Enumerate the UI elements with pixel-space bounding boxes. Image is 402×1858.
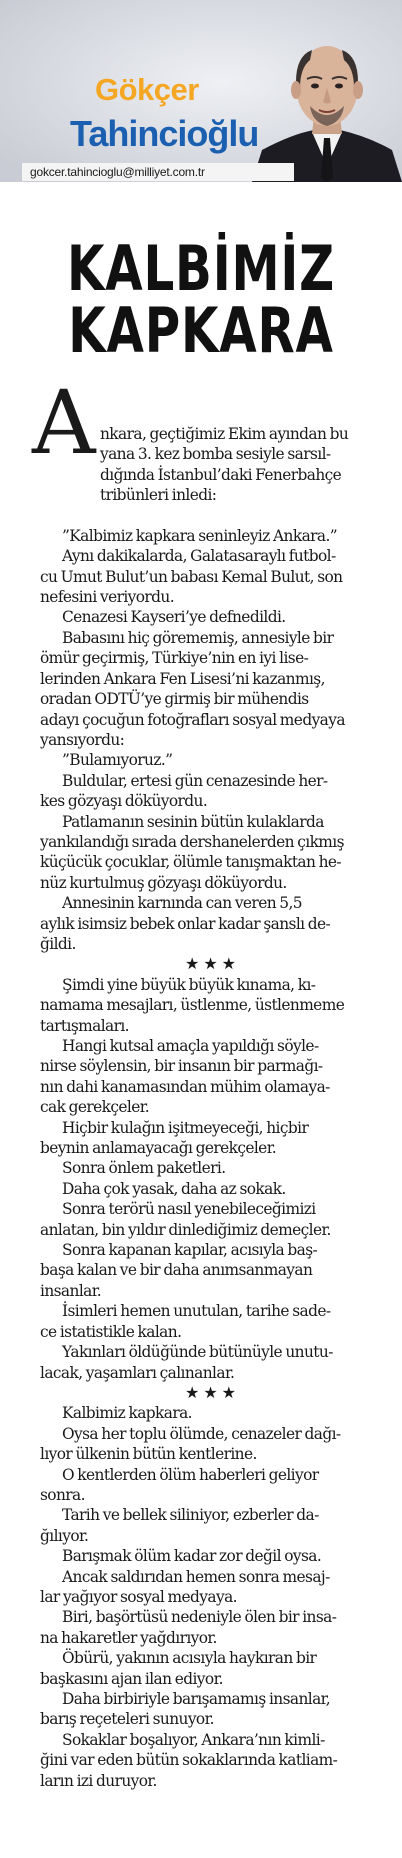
drop-cap: A (32, 371, 95, 474)
paragraph: Babasını hiç görememiş, annesiyle bir ömür geçirmiş, Türkiye’nin en iyi lise- lerinden Ankara Fen Lisesi’ni kazanmış, oradan ODTÜ’ye girmiş bir mühendis adayı çocuğun fotoğrafları sosyal medyaya yansıyordu: (40, 628, 345, 749)
lead-paragraph-text: nkara, geçtiğimiz Ekim ayından bu yana 3. kez bomba sesiyle sarsıl- dığında İstanbul’daki Fenerbahçe tribünleri inledi: (100, 424, 349, 505)
paragraph: Cenazesi Kayseri’ye defnedildi. (62, 608, 286, 627)
paragraph: Hiçbir kulağın işitmeyeceği, hiçbir beynin anlamayacağı gerekçeler. (40, 1118, 309, 1158)
column-header (0, 0, 402, 182)
paragraph: Sonra kapanan kapılar, acısıyla baş- başa kalan ve bir daha anımsanmayan insanlar. (40, 1241, 318, 1300)
paragraph: Ancak saldırıdan hemen sonra mesaj- lar yağıyor sosyal medyaya. (40, 1567, 330, 1606)
paragraph: Kalbimiz kapkara. (62, 1404, 192, 1423)
paragraph: Daha birbiriyle barışamamış insanlar, barış reçeteleri sunuyor. (40, 1690, 331, 1729)
section-separator-stars: ★★★ (184, 954, 241, 974)
paragraph: Sonra terörü nasıl yenebileceğimizi anlatan, bin yıldır dinlediğimiz demeçler. (40, 1200, 331, 1239)
paragraph: İsimleri hemen unutulan, tarihe sade- ce istatistikle kalan. (40, 1302, 331, 1341)
section-separator-stars: ★★★ (184, 1382, 241, 1402)
paragraph: Hangi kutsal amaçla yapıldığı söyle- nirse söylensin, bir insanın bir parmağı- nın dahi kanamasından mühim olamaya- cak gerekçeler. (40, 1037, 330, 1117)
lead-paragraph (32, 371, 385, 526)
paragraph: Sokaklar boşalıyor, Ankara’nın kimli- ğini var eden bütün sokaklarında katliam- ların izi duruyor. (40, 1730, 338, 1790)
author-email[interactable]: gokcer.tahincioglu@milliyet.com.tr (22, 163, 294, 181)
article-body (32, 371, 385, 1791)
paragraph: Annesinin karnında can veren 5,5 aylık isimsiz bebek onlar kadar şanslı de- ğildi. (40, 894, 331, 953)
paragraph: Tarih ve bellek siliniyor, ezberler da- ğılıyor. (40, 1506, 319, 1545)
author-last-name: Tahincioğlu (70, 113, 259, 154)
paragraph: Barışmak ölüm kadar zor değil oysa. (62, 1547, 322, 1566)
paragraph: ”Bulamıyoruz.” (62, 751, 173, 770)
paragraph: Patlamanın sesinin bütün kulaklarda yankılandığı sırada dershanelerden çıkmış küçücük çocuklar, ölümle tanışmaktan he- nüz kurtulmuş gözyaşı döküyordu. (40, 812, 344, 892)
paragraph: Oysa her toplu ölümde, cenazeler dağı- lıyor ülkenin bütün kentlerine. (40, 1424, 341, 1464)
paragraph: Buldular, ertesi gün cenazesinde her- kes gözyaşı döküyordu. (40, 771, 328, 811)
paragraph: Öbürü, yakının acısıyla haykıran bir başkasını ajan ilan ediyor. (40, 1649, 317, 1688)
headline-line-2: KAPKARA (68, 294, 334, 367)
paragraph: Şimdi yine büyük büyük kınama, kı- namama mesajları, üstlenme, üstlenmeme tartışmaları. (40, 975, 345, 1035)
paragraph: Daha çok yasak, daha az sokak. (62, 1179, 286, 1198)
paragraph: Aynı dakikalarda, Galatasaraylı futbol- cu Umut Bulut’un babası Kemal Bulut, son nefesini veriyordu. (40, 547, 343, 607)
paragraph: Yakınları öldüğünde bütünüyle unutu- lacak, yaşamları çalınanlar. (40, 1343, 333, 1382)
author-portrait (252, 38, 402, 182)
paragraph: Sonra önlem paketleri. (62, 1159, 226, 1178)
paragraph: Biri, başörtüsü nedeniyle ölen bir insa- na hakaretler yağdırıyor. (40, 1608, 337, 1647)
headline-line-1: KALBİMİZ (66, 232, 336, 305)
author-first-name: Gökçer (95, 72, 199, 107)
paragraph: O kentlerden ölüm haberleri geliyor sonra. (40, 1465, 319, 1504)
paragraph: ”Kalbimiz kapkara seninleyiz Ankara.” (62, 526, 338, 545)
